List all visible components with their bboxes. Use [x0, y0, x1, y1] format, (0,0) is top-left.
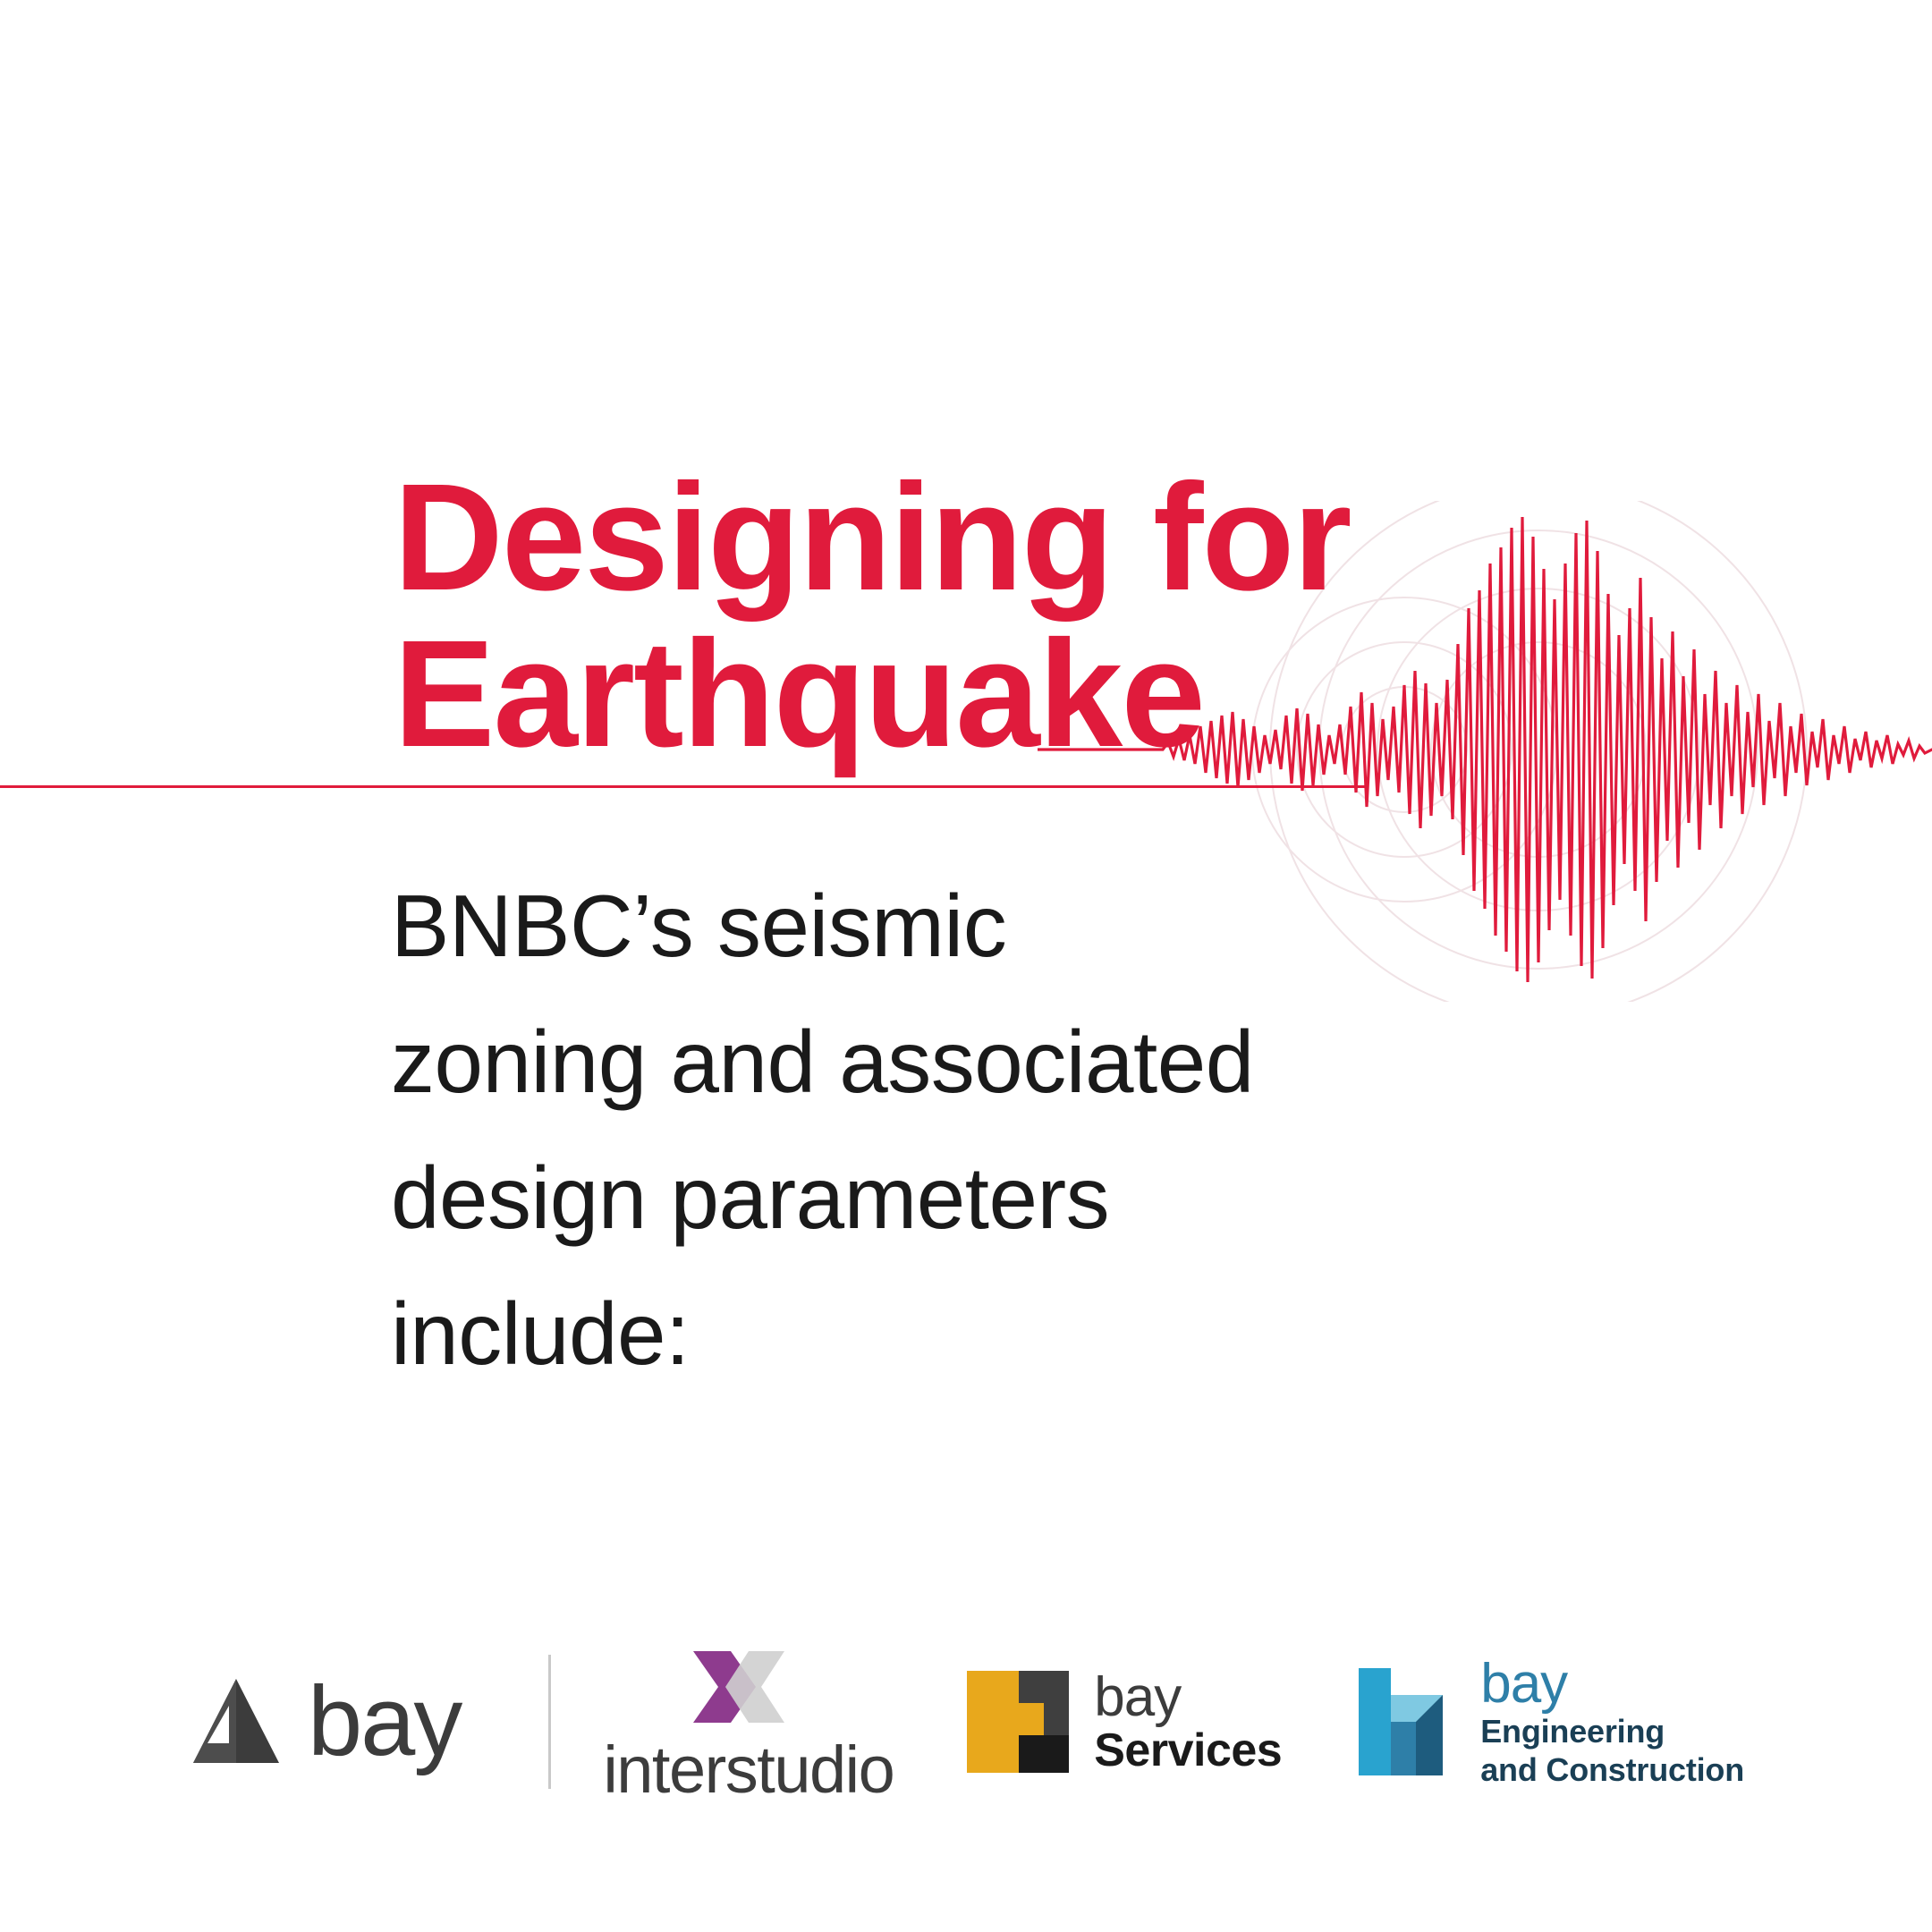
bay-services-cube-mark-icon — [963, 1667, 1072, 1776]
logo-bay-engineering-line-1: bay — [1480, 1652, 1568, 1715]
body-copy — [391, 859, 1509, 1402]
logo-bay-services-line-1: bay — [1094, 1666, 1182, 1729]
logo-bay-wordmark: bay — [307, 1666, 462, 1776]
logo-bay — [188, 1646, 496, 1798]
headline-line-2: Earthquake — [394, 608, 1204, 779]
body-line-2: zoning and associated — [391, 1012, 1254, 1111]
headline-line-1: Designing for — [394, 452, 1351, 623]
logo-bay-services-text — [1094, 1668, 1282, 1775]
logo-divider — [548, 1655, 551, 1789]
logo-interstudio-wordmark: interstudio — [603, 1733, 894, 1807]
logo-interstudio — [603, 1646, 894, 1807]
logo-bay-engineering-line-2: Engineering — [1480, 1713, 1665, 1750]
logo-bay-engineering-line-3: and Construction — [1480, 1750, 1745, 1788]
body-line-1: BNBC’s seismic — [391, 877, 1007, 975]
interstudio-arrow-mark-icon — [690, 1646, 808, 1728]
accent-baseline-rule — [0, 785, 1368, 788]
bay-engineering-b-mark-icon — [1353, 1665, 1461, 1779]
body-line-4: include: — [391, 1284, 690, 1383]
logo-bar — [0, 1646, 1932, 1807]
logo-bay-services-line-2: Services — [1094, 1724, 1283, 1777]
logo-bay-services — [963, 1646, 1282, 1798]
logo-bay-engineering — [1353, 1646, 1744, 1798]
page-title — [394, 452, 1512, 779]
bay-triangle-mark-icon — [188, 1674, 284, 1770]
logo-bay-engineering-text — [1480, 1652, 1745, 1789]
body-line-3: design parameters — [391, 1148, 1110, 1247]
